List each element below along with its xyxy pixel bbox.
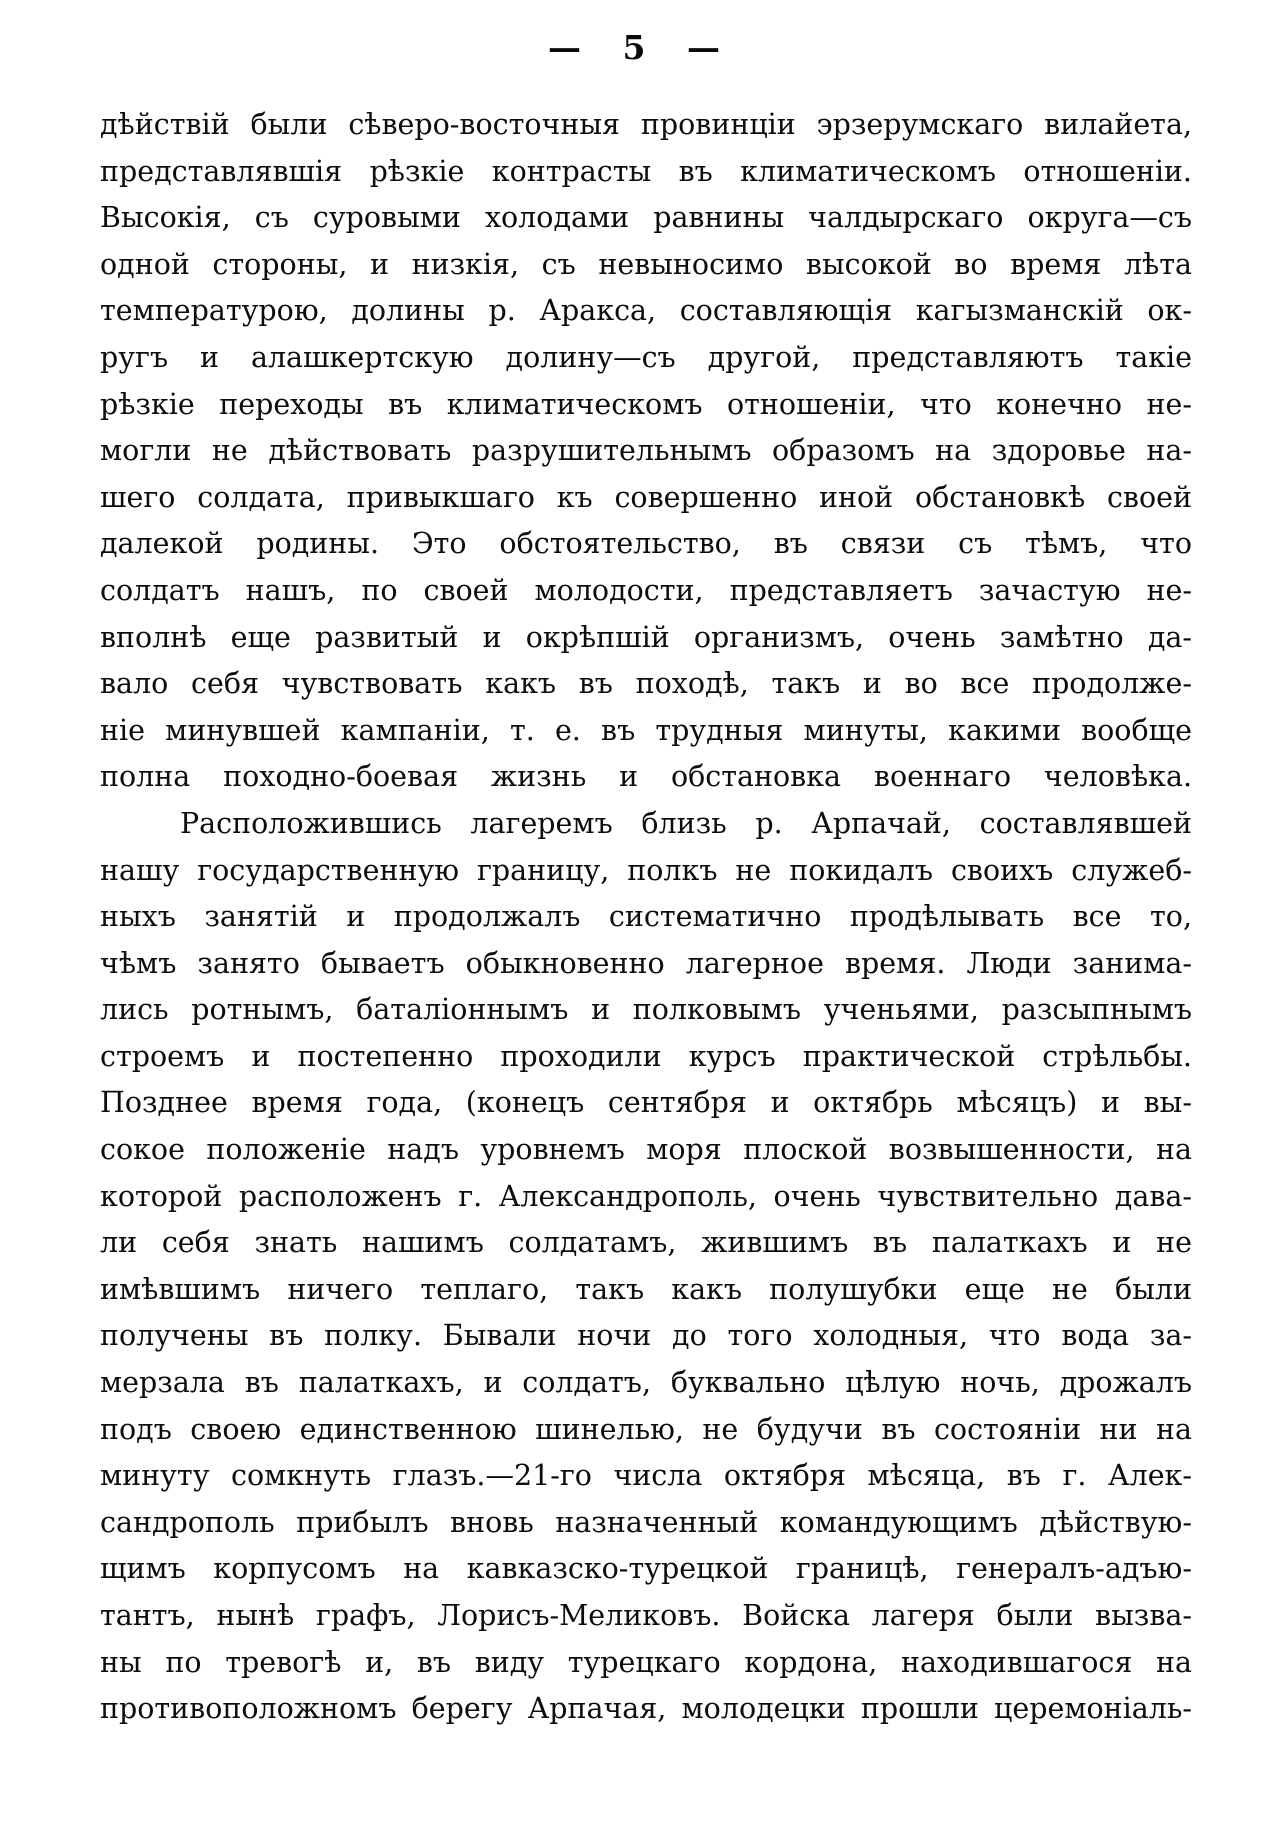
text-line: которой расположенъ г. Александрополь, очень чувствительно дава- xyxy=(100,1179,1192,1213)
text-line: подъ своею единственною шинелью, не будучи въ состояніи ни на xyxy=(100,1412,1192,1446)
text-line: одной стороны, и низкія, съ невыносимо высокой во время лѣта xyxy=(100,247,1192,281)
text-line: лись ротнымъ, баталіоннымъ и полковымъ ученьями, разсыпнымъ xyxy=(100,993,1192,1027)
text-line: нашу государственную границу, полкъ не покидалъ своихъ служеб- xyxy=(100,853,1192,887)
text-line: ругъ и алашкертскую долину—съ другой, представляютъ такіе xyxy=(100,340,1192,374)
text-line: ны по тревогѣ и, въ виду турецкаго кордона, находившагося на xyxy=(100,1645,1192,1679)
text-line: противоположномъ берегу Арпачая, молодецки прошли церемоніаль- xyxy=(100,1692,1192,1726)
text-line: шего солдата, привыкшаго къ совершенно иной обстановкѣ своей xyxy=(100,480,1192,514)
text-line: рѣзкіе переходы въ климатическомъ отношеніи, что конечно не- xyxy=(100,387,1192,421)
page-number: — 5 — xyxy=(548,28,722,67)
text-line: сандрополь прибылъ вновь назначенный командующимъ дѣйствую- xyxy=(100,1505,1192,1539)
text-line: ли себя знать нашимъ солдатамъ, жившимъ въ палаткахъ и не xyxy=(100,1226,1192,1260)
text-line: сокое положеніе надъ уровнемъ моря плоской возвышенности, на xyxy=(100,1133,1192,1167)
text-line: температурою, долины р. Аракса, составляющія кагызманскій ок- xyxy=(100,294,1192,328)
text-line: строемъ и постепенно проходили курсъ практической стрѣльбы. xyxy=(100,1039,1192,1073)
text-line: вполнѣ еще развитый и окрѣпшій организмъ, очень замѣтно да- xyxy=(100,620,1192,654)
text-line: дѣйствій были сѣверо-восточныя провинціи эрзерумскаго вилайета, xyxy=(100,108,1192,141)
text-line: представлявшія рѣзкіе контрасты въ климатическомъ отношеніи. xyxy=(100,154,1192,188)
text-line: вало себя чувствовать какъ въ походѣ, такъ и во все продолже- xyxy=(100,667,1192,701)
body-text xyxy=(100,102,1192,1733)
text-line: полна походно-боевая жизнь и обстановка военнаго человѣка. xyxy=(100,760,1192,794)
text-line: получены въ полку. Бывали ночи до того холодныя, что вода за- xyxy=(100,1319,1192,1353)
text-line: Высокія, съ суровыми холодами равнины чалдырскаго округа—съ xyxy=(100,201,1192,235)
text-line: далекой родины. Это обстоятельство, въ связи съ тѣмъ, что xyxy=(100,527,1192,561)
paragraph-start-line: Расположившись лагеремъ близь р. Арпачай, составлявшей xyxy=(180,806,1192,840)
text-line: мерзала въ палаткахъ, и солдатъ, буквально цѣлую ночь, дрожалъ xyxy=(100,1366,1192,1400)
text-line: чѣмъ занято бываетъ обыкновенно лагерное время. Люди занима- xyxy=(100,946,1192,980)
text-line: Позднее время года, (конецъ сентября и октябрь мѣсяцъ) и вы- xyxy=(100,1086,1192,1120)
text-line: ныхъ занятій и продолжалъ систематично продѣлывать все то, xyxy=(100,900,1192,934)
text-line: минуту сомкнуть глазъ.—21-го числа октября мѣсяца, въ г. Алек- xyxy=(100,1459,1192,1493)
text-line: солдатъ нашъ, по своей молодости, представляетъ зачастую не- xyxy=(100,573,1192,607)
text-line: могли не дѣйствовать разрушительнымъ образомъ на здоровье на- xyxy=(100,434,1192,468)
text-line: щимъ корпусомъ на кавказско-турецкой границѣ, генералъ-адъю- xyxy=(100,1552,1192,1586)
text-line: имѣвшимъ ничего теплаго, такъ какъ полушубки еще не были xyxy=(100,1272,1192,1306)
text-line: тантъ, нынѣ графъ, Лорисъ-Меликовъ. Войска лагеря были вызва- xyxy=(100,1599,1192,1632)
text-line: ніе минувшей кампаніи, т. е. въ трудныя минуты, какими вообще xyxy=(100,713,1192,747)
